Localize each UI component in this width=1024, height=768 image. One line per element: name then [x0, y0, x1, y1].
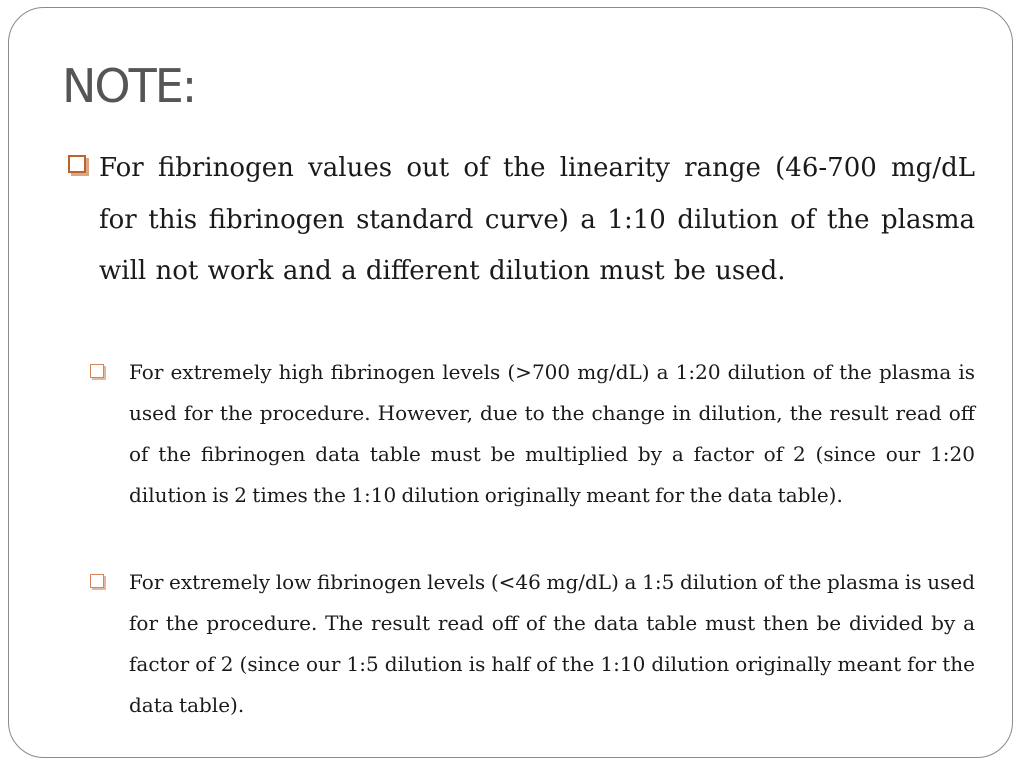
sub-bullet-low-levels: For extremely low fibrinogen levels (<46 mg/dL) a 1:5 dilution of the plasma is used for the procedure. The result read off of the data table must then be divided by a factor of 2 (since our 1:5 dilution is half of the 1:10 dilution originally meant for the data table). — [129, 570, 975, 717]
bullet-main: For fibrinogen values out of the linearity range (46-700 mg/dL for this fibrinogen standard curve) a 1:10 dilution of the plasma will not work and a different dilution must be used. — [99, 153, 975, 286]
sub-bullet-high-levels: For extremely high fibrinogen levels (>700 mg/dL) a 1:20 dilution of the plasma is used for the procedure. However, due to the change in dilution, the result read off of the fibrinogen data table must be multiplied by a factor of 2 (since our 1:20 dilution is 2 times the 1:10 dilution originally meant for the data table). — [129, 360, 975, 507]
checkbox-bullet-icon — [90, 364, 104, 378]
checkbox-bullet-icon — [68, 155, 86, 173]
slide-title: NOTE: — [62, 59, 196, 113]
checkbox-bullet-icon — [90, 574, 104, 588]
